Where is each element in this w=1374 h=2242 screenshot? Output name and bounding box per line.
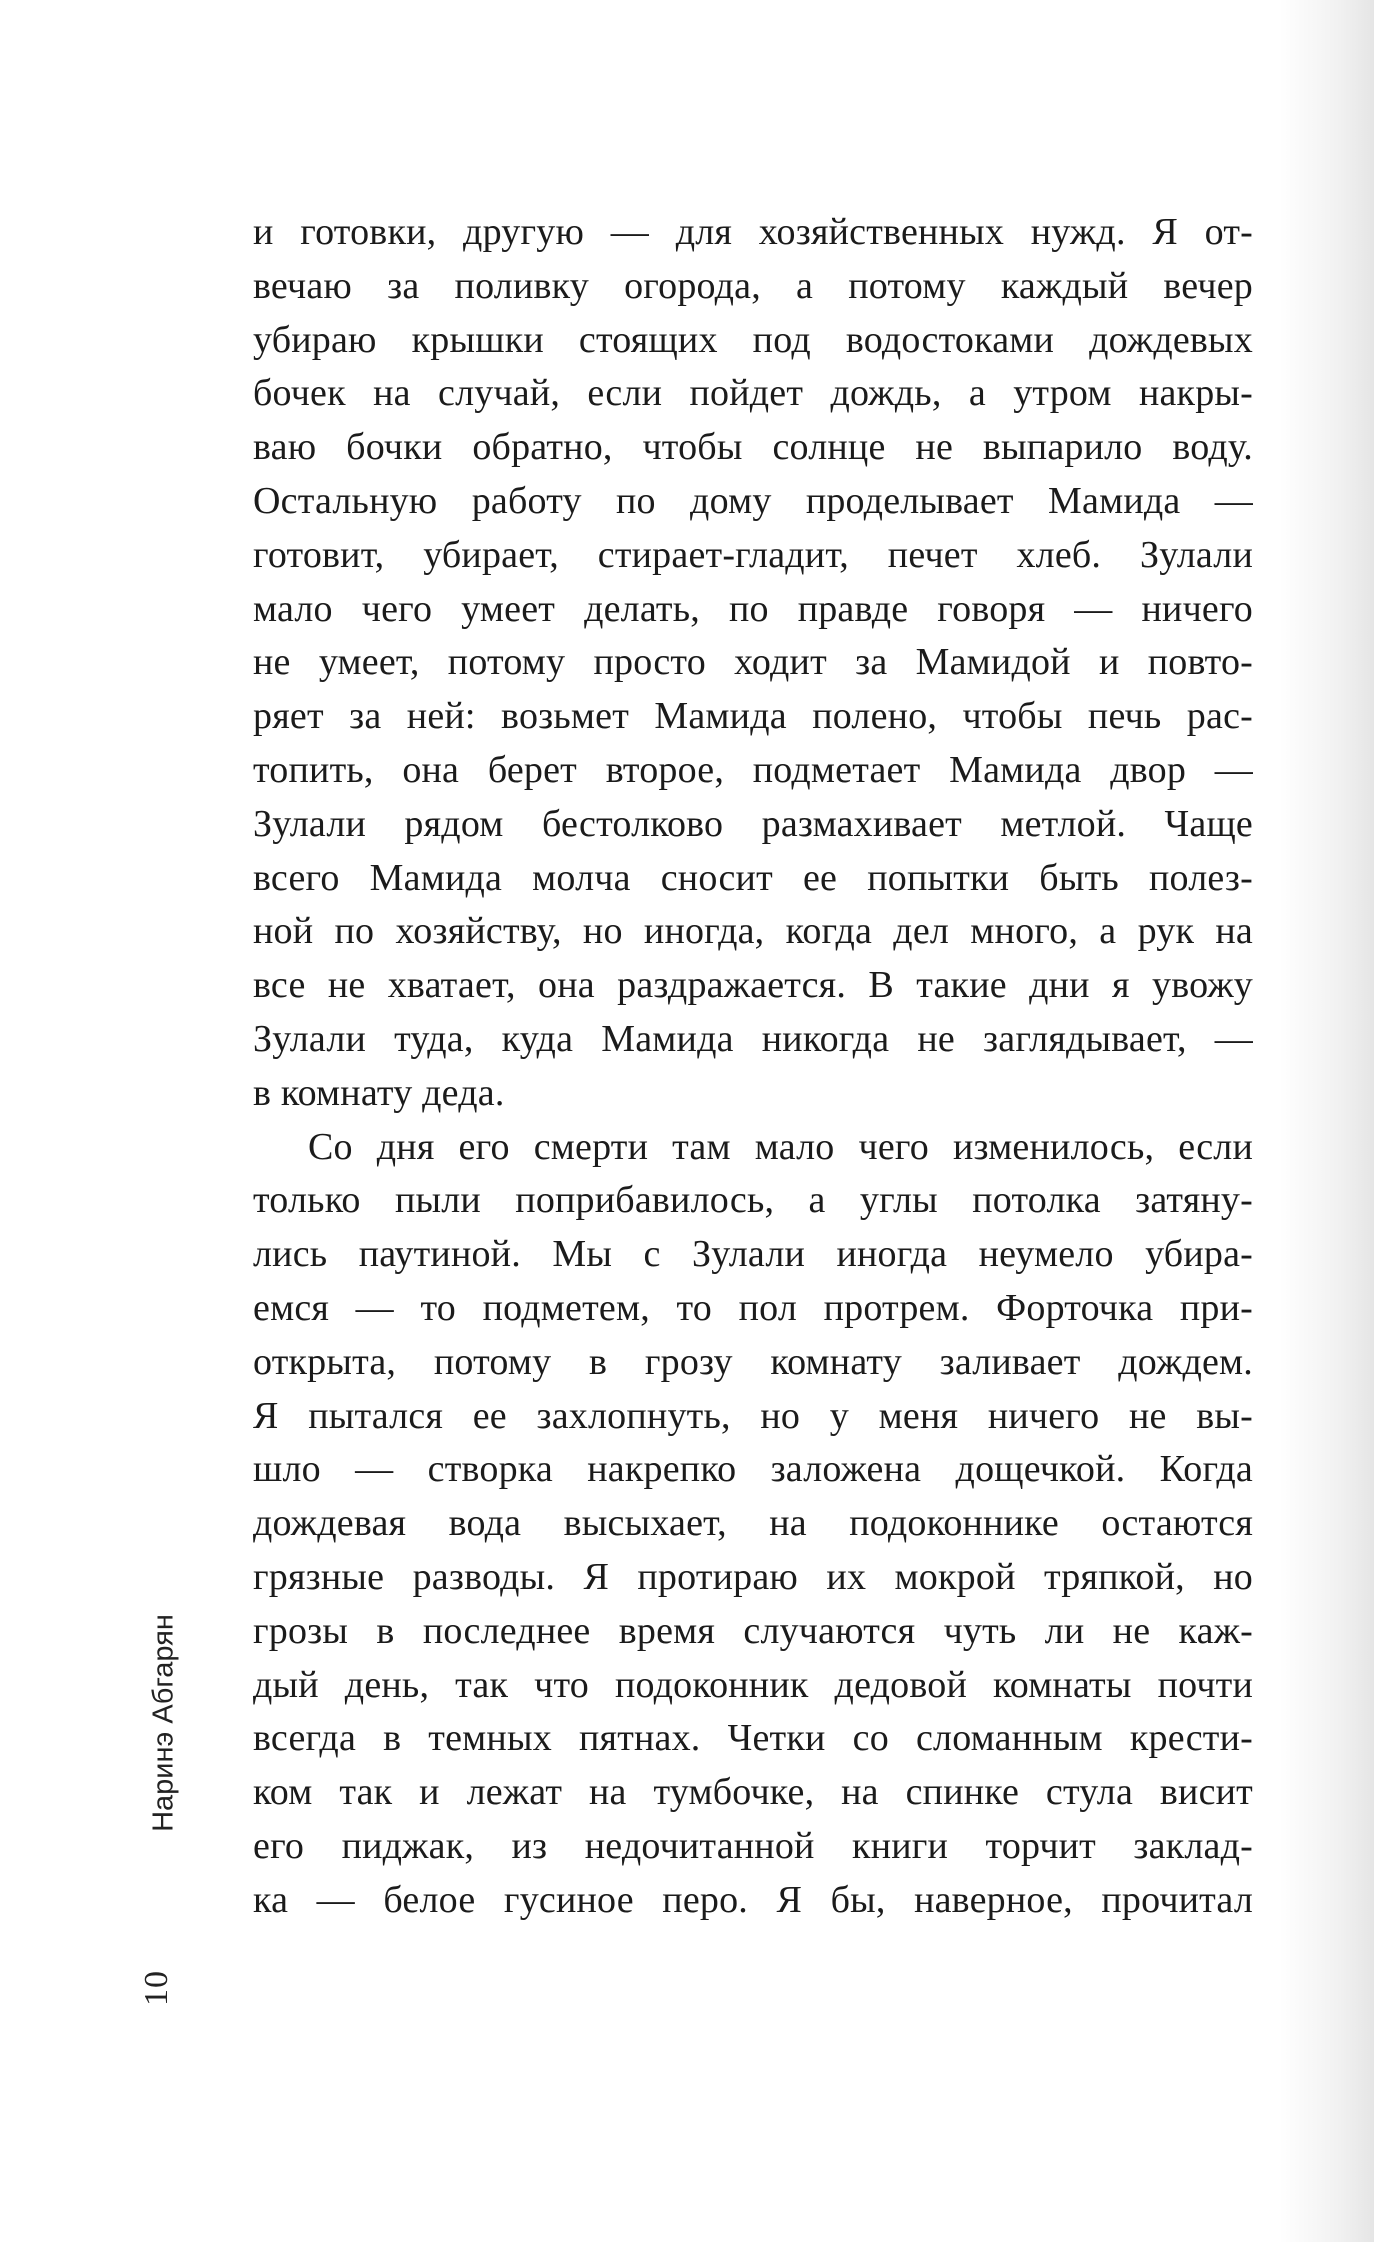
text-line: Зулали туда, куда Мамида никогда не заглядывает, —	[253, 1017, 1253, 1060]
text-line: всегда в темных пятнах. Четки со сломанным крести-	[253, 1717, 1253, 1760]
text-line: только пыли поприбавилось, а углы потолка затяну-	[253, 1179, 1253, 1222]
text-line: дый день, так что подоконник дедовой комнаты почти	[253, 1663, 1253, 1706]
text-line: в комнату деда.	[253, 1071, 505, 1114]
text-line: грозы в последнее время случаются чуть ли не каж-	[253, 1609, 1253, 1652]
text-line: вечаю за поливку огорода, а потому каждый вечер	[253, 264, 1253, 307]
text-line: Со дня его смерти там мало чего изменилось, если	[308, 1125, 1253, 1168]
page-number: 10	[138, 1970, 175, 2006]
text-block	[253, 206, 1253, 1928]
text-line: Зулали рядом бестолково размахивает метлой. Чаще	[253, 802, 1253, 845]
text-line: и готовки, другую — для хозяйственных нужд. Я от-	[253, 211, 1253, 253]
text-line: открыта, потому в грозу комнату заливает дождем.	[253, 1340, 1253, 1383]
text-line: всего Мамида молча сносит ее попытки быть полез-	[253, 856, 1253, 899]
margin-author-label: Наринэ Абгарян	[147, 1614, 180, 1832]
text-line: ком так и лежат на тумбочке, на спинке стула висит	[253, 1771, 1253, 1814]
text-line: топить, она берет второе, подметает Мамида двор —	[253, 748, 1253, 791]
text-line: бочек на случай, если пойдет дождь, а утром накры-	[253, 372, 1253, 415]
text-line: убираю крышки стоящих под водостоками дождевых	[253, 318, 1253, 361]
text-line: грязные разводы. Я протираю их мокрой тряпкой, но	[253, 1555, 1253, 1598]
text-line: ваю бочки обратно, чтобы солнце не выпарило воду.	[253, 426, 1253, 469]
text-line: емся — то подметем, то пол протрем. Форточка при-	[253, 1286, 1253, 1329]
text-line: ка — белое гусиное перо. Я бы, наверное, прочитал	[253, 1878, 1253, 1921]
text-line: Я пытался ее захлопнуть, но у меня ничего не вы-	[253, 1394, 1253, 1437]
text-line: ряет за ней: возьмет Мамида полено, чтобы печь рас-	[253, 695, 1253, 738]
text-line: шло — створка накрепко заложена дощечкой. Когда	[253, 1448, 1253, 1491]
text-line: ной по хозяйству, но иногда, когда дел много, а рук на	[253, 910, 1253, 953]
paragraph	[253, 1121, 1253, 1928]
text-line: не умеет, потому просто ходит за Мамидой и повто-	[253, 641, 1253, 684]
text-line: готовит, убирает, стирает-гладит, печет хлеб. Зулали	[253, 533, 1253, 576]
text-line: мало чего умеет делать, по правде говоря — ничего	[253, 587, 1253, 630]
page-edge-shadow	[1279, 0, 1374, 2242]
text-line: дождевая вода высыхает, на подоконнике остаются	[253, 1502, 1253, 1545]
text-line: его пиджак, из недочитанной книги торчит заклад-	[253, 1824, 1253, 1867]
text-line: все не хватает, она раздражается. В такие дни я увожу	[253, 964, 1253, 1007]
text-line: Остальную работу по дому проделывает Мамида —	[253, 479, 1253, 522]
text-line: лись паутиной. Мы с Зулали иногда неумело убира-	[253, 1233, 1253, 1276]
paragraph	[253, 206, 1253, 1121]
